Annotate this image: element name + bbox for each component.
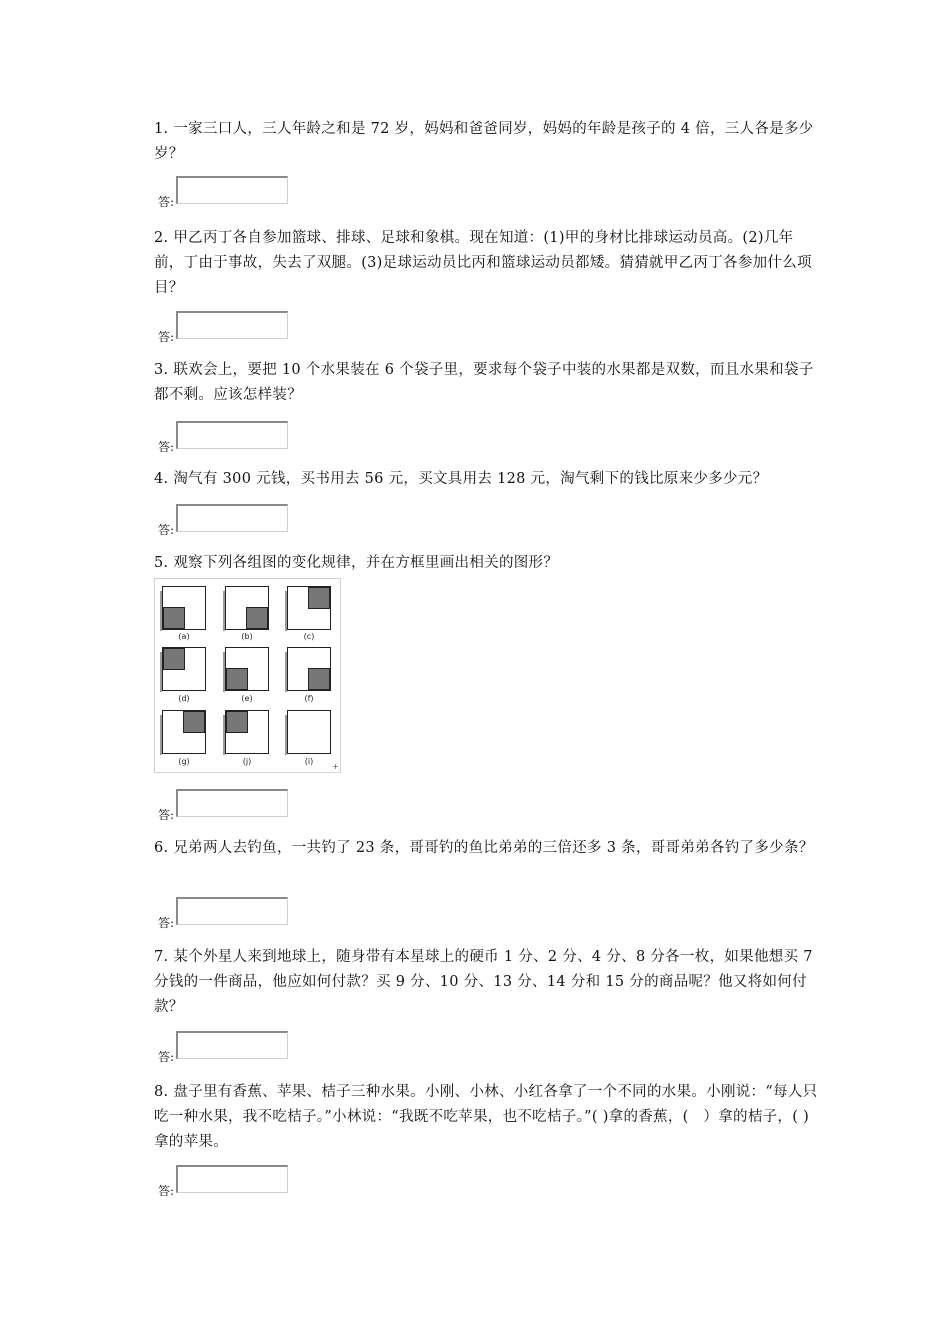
shaded-square [226, 668, 248, 690]
answer-4 [158, 504, 298, 536]
shaded-square [308, 587, 330, 609]
shaded-square [163, 607, 185, 629]
shaded-square [163, 648, 185, 670]
answer-label: 答: [158, 1050, 175, 1064]
figure-cell-j [225, 710, 269, 754]
figure-cell-e [225, 647, 269, 691]
pattern-figure [154, 578, 341, 773]
figure-label: (j) [242, 757, 252, 766]
figure-label: (e) [241, 694, 253, 703]
answer-7 [158, 1031, 298, 1063]
question-6: 6. 兄弟两人去钓鱼，一共钓了 23 条，哥哥钓的鱼比弟弟的三倍还多 3 条，哥哥弟弟各钓了多少条？ [154, 840, 814, 856]
answer-8 [158, 1165, 298, 1197]
figure-cell-b [225, 586, 269, 630]
shaded-square [246, 607, 268, 629]
shaded-square [308, 668, 330, 690]
answer-label: 答: [158, 195, 175, 209]
figure-label: (g) [178, 757, 190, 766]
answer-input-8[interactable] [176, 1165, 288, 1193]
figure-cell-i [287, 710, 331, 754]
answer-6 [158, 897, 298, 929]
answer-input-6[interactable] [176, 897, 288, 925]
figure-cell-c [287, 586, 331, 630]
question-4: 4. 淘气有 300 元钱，买书用去 56 元，买文具用去 128 元，淘气剩下的钱比原来少多少元？ [154, 471, 768, 487]
answer-label: 答: [158, 916, 175, 930]
shaded-square [226, 711, 248, 733]
figure-cell-a [162, 586, 206, 630]
figure-cell-d [162, 647, 206, 691]
answer-input-2[interactable] [176, 311, 288, 339]
figure-label: (b) [241, 632, 253, 641]
answer-input-5[interactable] [176, 789, 288, 817]
answer-1 [158, 176, 298, 208]
figure-label: (d) [178, 694, 190, 703]
answer-input-1[interactable] [176, 176, 288, 204]
figure-label: (f) [304, 694, 314, 703]
question-2: 2. 甲乙丙丁各自参加篮球、排球、足球和象棋。现在知道：(1)甲的身材比排球运动员高。(2)几年前，丁由于事故，失去了双腿。(3)足球运动员比丙和篮球运动员都矮。猜猜就甲乙丙丁各参加什么项目？ [154, 230, 812, 296]
figure-label: (a) [178, 632, 190, 641]
answer-input-7[interactable] [176, 1031, 288, 1059]
answer-label: 答: [158, 1184, 175, 1198]
answer-input-4[interactable] [176, 504, 288, 532]
answer-input-3[interactable] [176, 421, 288, 449]
answer-label: 答: [158, 808, 175, 822]
answer-label: 答: [158, 330, 175, 344]
question-1: 1. 一家三口人，三人年龄之和是 72 岁，妈妈和爸爸同岁，妈妈的年龄是孩子的 4 倍，三人各是多少岁？ [154, 121, 814, 162]
question-7: 7. 某个外星人来到地球上，随身带有本星球上的硬币 1 分、2 分、4 分、8 分各一枚，如果他想买 7 分钱的一件商品，他应如何付款？买 9 分、10 分、13 分、14 分和 15 分的商品呢？他又将如何付款？ [154, 949, 813, 1015]
figure-label: (i) [304, 757, 314, 766]
answer-5 [158, 789, 298, 821]
figure-cell-f [287, 647, 331, 691]
answer-2 [158, 311, 298, 343]
answer-label: 答: [158, 523, 175, 537]
question-3: 3. 联欢会上，要把 10 个水果装在 6 个袋子里，要求每个袋子中装的水果都是双数，而且水果和袋子都不剩。应该怎样装？ [154, 362, 814, 403]
figure-label: (c) [303, 632, 315, 641]
answer-3 [158, 421, 298, 453]
question-8: 8. 盘子里有香蕉、苹果、桔子三种水果。小刚、小林、小红各拿了一个不同的水果。小刚说：“每人只吃一种水果，我不吃桔子。”小林说：“我既不吃苹果，也不吃桔子。”( )拿的香蕉，( ）拿的桔子，( )拿的苹果。 [154, 1084, 818, 1150]
corner-mark: + [332, 762, 339, 771]
question-5: 5. 观察下列各组图的变化规律，并在方框里画出相关的图形？ [154, 555, 559, 571]
figure-cell-g [162, 710, 206, 754]
answer-label: 答: [158, 440, 175, 454]
shaded-square [183, 711, 205, 733]
